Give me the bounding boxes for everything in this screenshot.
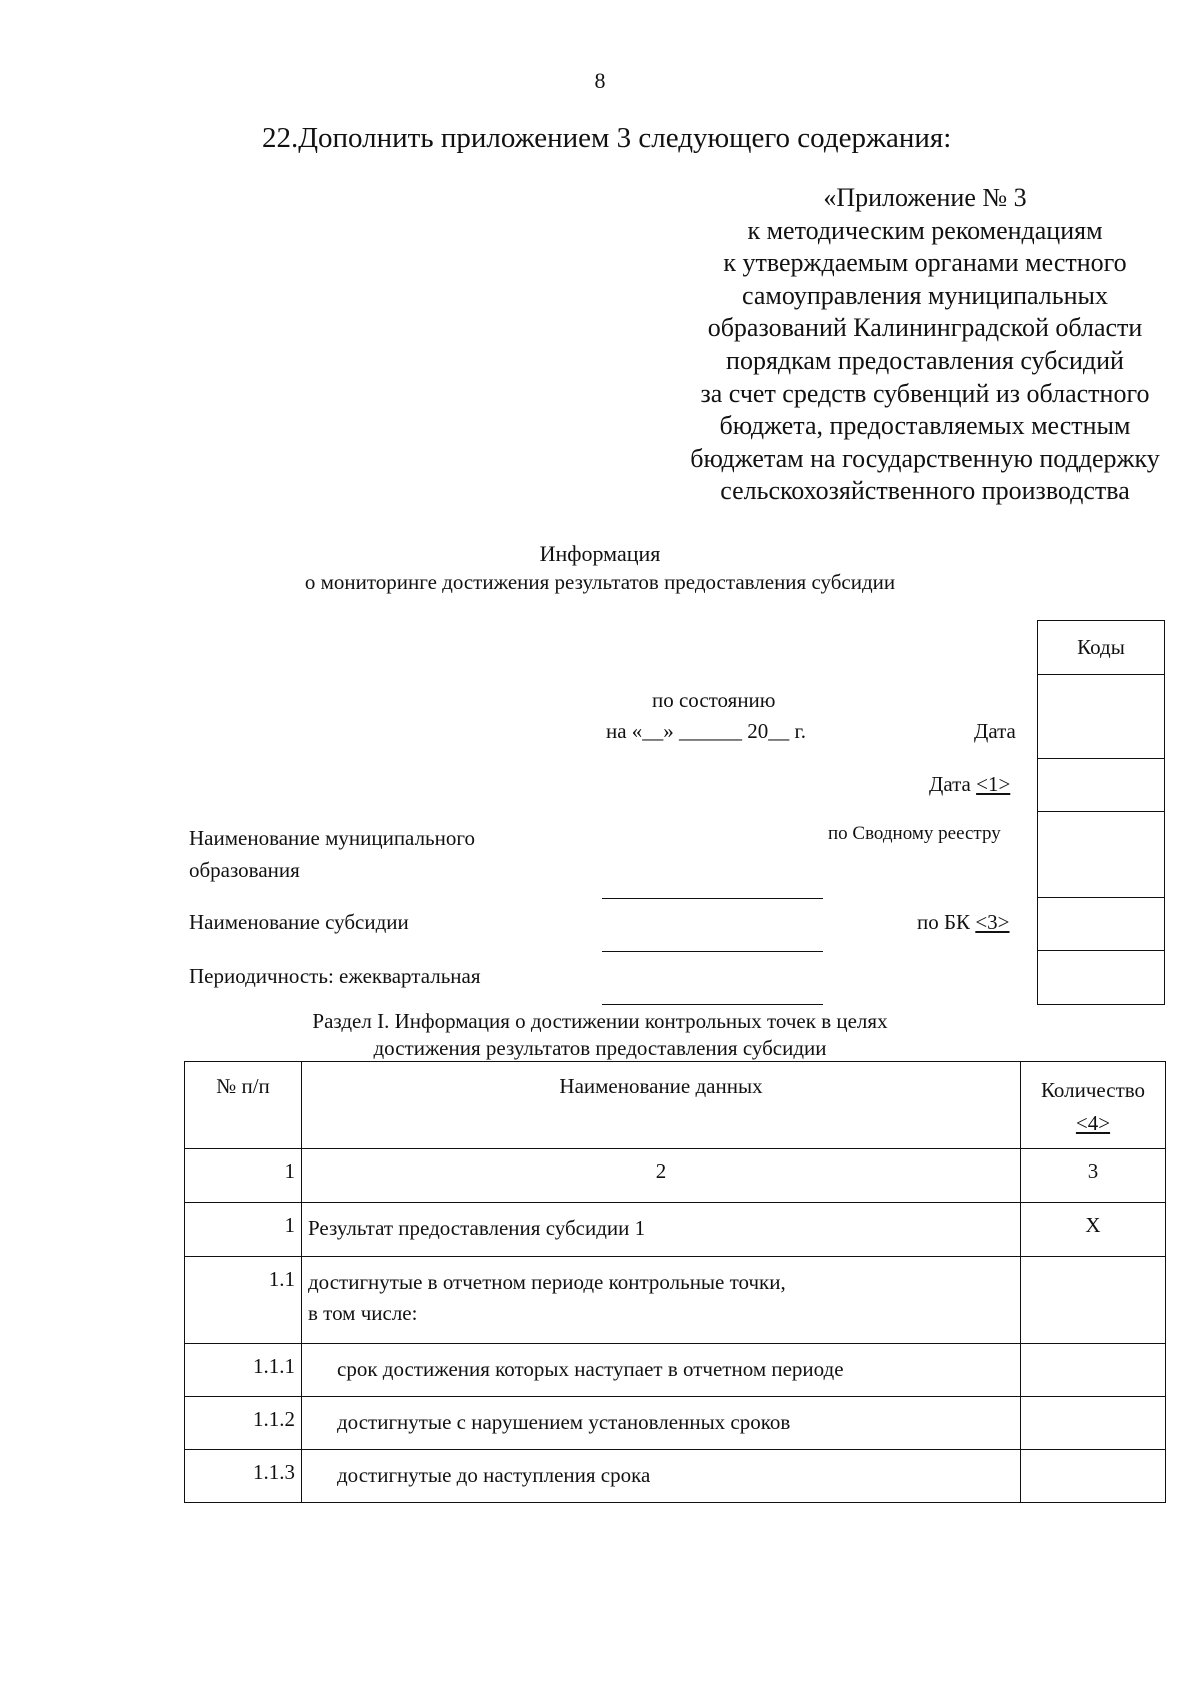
data-table (184, 1061, 1166, 1503)
section-heading-line1: Раздел I. Информация о достижении контрольных точек в целях (312, 1009, 888, 1033)
as-of-label: по состоянию (652, 688, 776, 712)
date-ref-text: Дата (929, 772, 971, 796)
row-name: Результат предоставления субсидии 1 (302, 1203, 1021, 1257)
periodicity-blank-line (602, 1004, 823, 1005)
header-qty-note: <4> (1075, 1111, 1111, 1135)
municipality-label-line1: Наименование муниципального (189, 826, 475, 850)
row-num: 1.1.3 (185, 1450, 302, 1503)
header-qty (1021, 1062, 1166, 1149)
column-number-row (185, 1149, 1166, 1203)
bk-note: <3> (975, 910, 1010, 934)
row-num: 1 (185, 1203, 302, 1257)
date-label: Дата (974, 719, 1016, 743)
row-num: 1.1.2 (185, 1397, 302, 1450)
table-row (185, 1450, 1166, 1503)
col-number: 1 (185, 1149, 302, 1203)
row-qty (1021, 1397, 1166, 1450)
row-num: 1.1.1 (185, 1344, 302, 1397)
row-name: срок достижения которых наступает в отчетном периоде (302, 1344, 1021, 1397)
table-row (185, 1203, 1166, 1257)
subsidy-blank-line (602, 951, 823, 952)
bk-label (917, 910, 1010, 935)
appendix-line: за счет средств субвенций из областного (700, 378, 1150, 408)
row-qty (1021, 1450, 1166, 1503)
row-name-line: в том числе: (308, 1301, 418, 1325)
info-title: Информация (539, 541, 661, 566)
subsidy-label: Наименование субсидии (189, 910, 409, 934)
periodicity-label: Периодичность: ежеквартальная (189, 964, 481, 988)
codes-box (1037, 620, 1165, 1005)
codes-cell-divider (1038, 811, 1164, 812)
appendix-line: к утверждаемым органами местного (723, 248, 1127, 278)
appendix-line: самоуправления муниципальных (741, 280, 1109, 310)
header-name: Наименование данных (302, 1062, 1021, 1149)
row-name: достигнутые до наступления срока (302, 1450, 1021, 1503)
date-ref-note: <1> (976, 772, 1011, 796)
codes-cell-divider (1038, 674, 1164, 675)
table-row (185, 1257, 1166, 1344)
municipality-label-line2: образования (189, 858, 300, 882)
table-header-row (185, 1062, 1166, 1149)
codes-cell-divider (1038, 897, 1164, 898)
date-ref-label (929, 772, 1010, 797)
table-row (185, 1397, 1166, 1450)
header-num: № п/п (185, 1062, 302, 1149)
municipality-blank-line (602, 898, 823, 899)
page-number: 8 (594, 68, 606, 93)
col-number: 2 (302, 1149, 1021, 1203)
appendix-line: бюджета, предоставляемых местным (719, 411, 1131, 441)
row-num: 1.1 (185, 1257, 302, 1344)
col-number: 3 (1021, 1149, 1166, 1203)
appendix-line: к методическим рекомендациям (747, 215, 1103, 245)
as-of-date-template: на «__» ______ 20__ г. (606, 719, 807, 743)
row-qty (1021, 1257, 1166, 1344)
row-name (302, 1257, 1021, 1344)
appendix-line: бюджетам на государственную поддержку (690, 443, 1160, 473)
header-qty-label: Количество (1040, 1078, 1146, 1102)
section-heading-line2: достижения результатов предоставления субсидии (373, 1036, 827, 1060)
codes-cell-divider (1038, 950, 1164, 951)
appendix-reference (630, 182, 1200, 508)
row-qty (1021, 1344, 1166, 1397)
intro-heading: 22.Дополнить приложением 3 следующего содержания: (262, 122, 952, 154)
codes-cell-divider (1038, 758, 1164, 759)
row-name: достигнутые с нарушением установленных сроков (302, 1397, 1021, 1450)
table-row (185, 1344, 1166, 1397)
row-name-line: достигнутые в отчетном периоде контрольные точки, (308, 1270, 786, 1294)
appendix-line: образований Калининградской области (707, 313, 1143, 343)
info-subtitle: о мониторинге достижения результатов предоставления субсидии (304, 570, 896, 594)
registry-label: по Сводному реестру (828, 823, 1001, 844)
appendix-line: сельскохозяйственного производства (720, 476, 1130, 506)
bk-text: по БК (917, 910, 971, 934)
codes-header: Коды (1077, 635, 1125, 659)
appendix-line: «Приложение № 3 (823, 183, 1027, 212)
appendix-line: порядкам предоставления субсидий (726, 345, 1124, 375)
row-qty: X (1021, 1203, 1166, 1257)
